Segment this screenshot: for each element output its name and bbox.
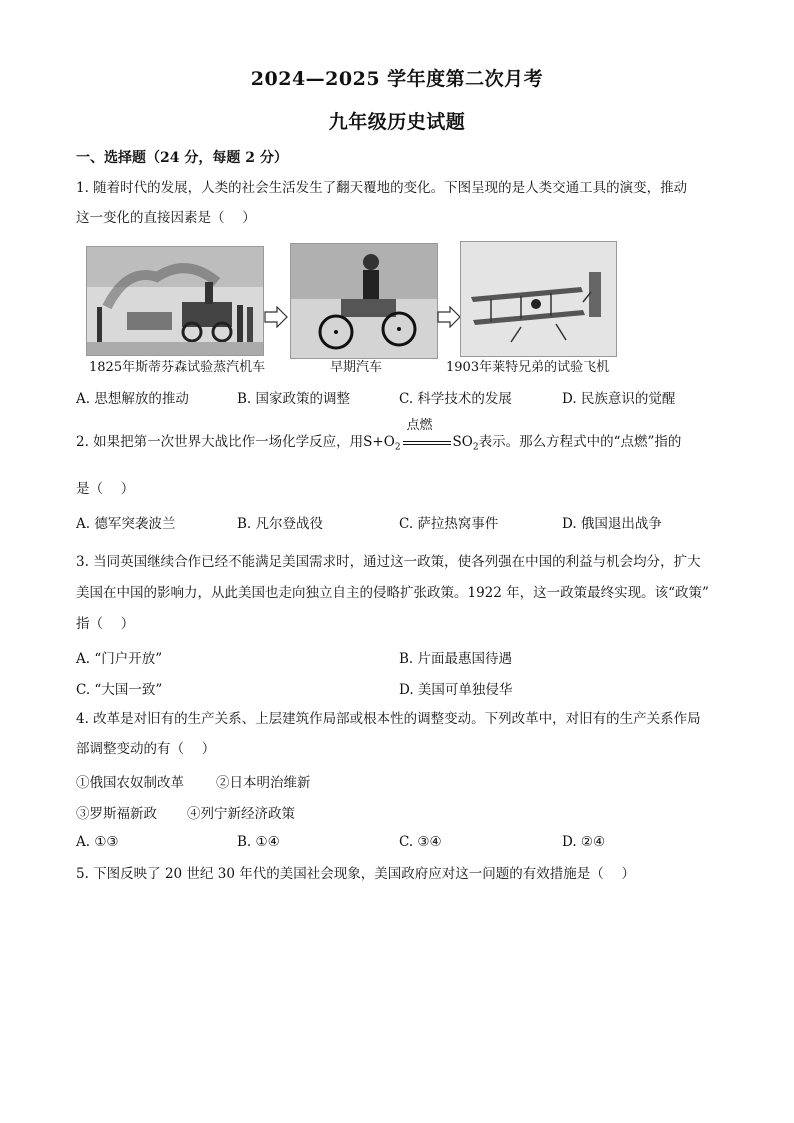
q1-option-b[interactable]: B. 国家政策的调整 [237,391,351,407]
q4-item-4: ④列宁新经济政策 [187,806,295,822]
equation-arrow [401,417,453,450]
q5-stem-line1: 5. 下图反映了 20 世纪 30 年代的美国社会现象，美国政府应对这一问题的有效措施是（ ） [76,866,635,882]
q1-option-c[interactable]: C. 科学技术的发展 [399,391,512,407]
q3-option-a[interactable]: A. “门户开放” [76,651,163,667]
steam-locomotive-photo [86,246,264,356]
q3-stem-line2: 美国在中国的影响力，从此美国也走向独立自主的侵略扩张政策。1922 年，这一政策最终实现。该“政策” [76,585,709,601]
q1-stem-line1: 1. 随着时代的发展，人类的社会生活发生了翻天覆地的变化。下图呈现的是人类交通工具的演变，推动 [76,180,688,196]
q1-option-d[interactable]: D. 民族意识的觉醒 [562,391,676,407]
q2-stem-line2: 是（ ） [76,481,135,497]
q2-stem-prefix: 2. 如果把第一次世界大战比作一场化学反应，用 [76,434,364,450]
wright-airplane-photo [460,241,617,357]
exam-title: 2024—2025 学年度第二次月考 [250,68,544,90]
q3-option-c[interactable]: C. “大国一致” [76,682,163,698]
caption-early-car: 早期汽车 [330,360,383,375]
q4-item-3: ③罗斯福新政 [76,806,157,822]
q4-stem-line1: 4. 改革是对旧有的生产关系、上层建筑作局部或根本性的调整变动。下列改革中，对旧有的生产关系作局 [76,711,701,727]
equation-condition: 点燃 [406,417,433,433]
q4-item-2: ②日本明治维新 [216,775,311,791]
q3-option-b[interactable]: B. 片面最惠国待遇 [399,651,513,667]
equation-right: $SO_2$ [452,434,479,453]
q1-stem-line2: 这一变化的直接因素是（ ） [76,210,256,226]
q2-option-a[interactable]: A. 德军突袭波兰 [76,516,176,532]
q2-stem-line1 [76,417,682,458]
caption-steam-locomotive: 1825年斯蒂芬森试验蒸汽机车 [89,360,266,375]
q4-item-1: ①俄国农奴制改革 [76,775,184,791]
early-car-photo [290,243,438,359]
q3-stem-line1: 3. 当同英国继续合作已经不能满足美国需求时，通过这一政策，使各列强在中国的利益与机会均分，扩大 [76,554,701,570]
q2-stem-suffix: 表示。那么方程式中的“点燃”指的 [478,434,682,450]
q1-option-a[interactable]: A. 思想解放的推动 [76,391,189,407]
q2-option-d[interactable]: D. 俄国退出战争 [562,516,662,532]
equation-left: $S+O_2$ [363,434,401,453]
q3-stem-line3: 指（ ） [76,616,135,632]
arrow-right-icon [264,306,288,328]
q2-option-b[interactable]: B. 凡尔登战役 [237,516,324,532]
section-heading: 一、选择题（24 分，每题 2 分） [76,150,288,166]
q4-stem-line2: 部调整变动的有（ ） [76,741,216,757]
caption-wright-airplane: 1903年莱特兄弟的试验飞机 [446,360,610,375]
q3-option-d[interactable]: D. 美国可单独侵华 [399,682,513,698]
q4-option-c[interactable]: C. ③④ [399,834,442,850]
exam-subtitle: 九年级历史试题 [328,111,466,133]
q4-option-d[interactable]: D. ②④ [562,834,606,850]
q4-option-b[interactable]: B. ①④ [237,834,280,850]
q2-option-c[interactable]: C. 萨拉热窝事件 [399,516,499,532]
q4-option-a[interactable]: A. ①③ [76,834,119,850]
arrow-right-icon [437,306,461,328]
